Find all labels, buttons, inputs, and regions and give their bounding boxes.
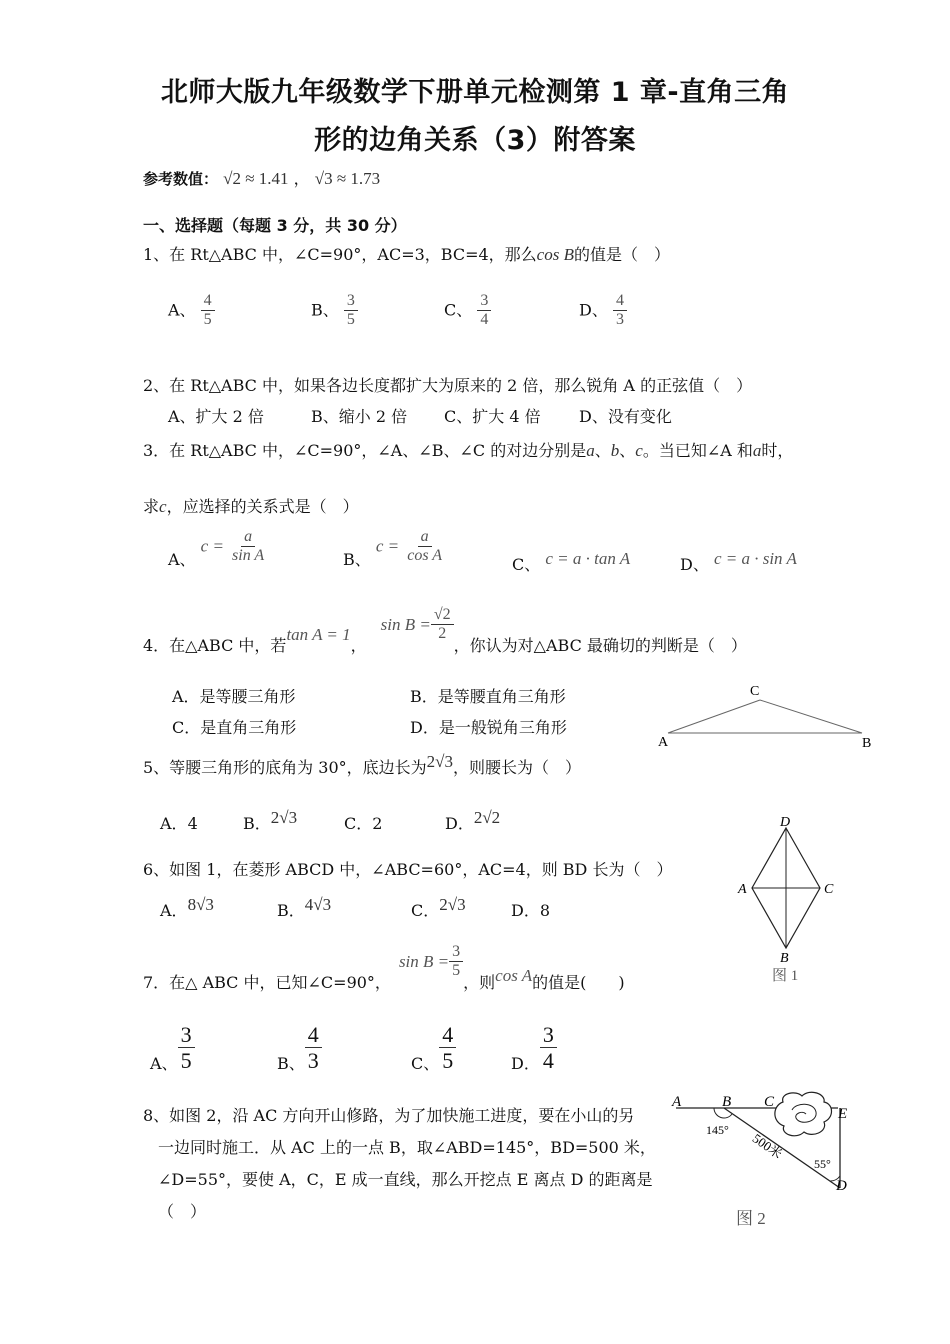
fraction — [613, 292, 627, 330]
q3-lhs: c = — [200, 536, 224, 556]
q6-option-c[interactable] — [411, 895, 466, 921]
q6-option-a[interactable] — [160, 895, 214, 921]
q1-stem-a: 1、在 Rt△ABC 中，∠C=90°，AC=3，BC=4，那么 — [143, 245, 537, 264]
fraction — [540, 1022, 557, 1074]
label-d: D — [836, 1178, 847, 1194]
fraction — [178, 1022, 195, 1074]
q1-stem-b: 的值是（ ） — [573, 245, 670, 264]
question-8-line3: ∠D=55°，要使 A，C，E 成一直线，那么开挖点 E 离点 D 的距离是 — [158, 1170, 653, 1189]
q4-option-d[interactable]: D．是一般锐角三角形 — [410, 718, 567, 737]
q3-sep: 、 — [619, 441, 636, 460]
q7-option-b[interactable] — [277, 1022, 322, 1074]
angle-d-label: 55° — [814, 1157, 831, 1171]
option-letter: B． — [243, 814, 271, 833]
q7-option-c[interactable] — [411, 1022, 456, 1074]
q2-option-a[interactable]: A、扩大 2 倍 — [168, 407, 264, 426]
denominator: 5 — [346, 311, 355, 329]
option-letter: C、 — [444, 300, 473, 320]
label-a: A — [738, 882, 747, 897]
option-letter: B． — [277, 901, 305, 920]
q7-option-d[interactable] — [511, 1022, 557, 1074]
option-value: 2√3 — [270, 808, 298, 827]
option-value: 8√3 — [187, 895, 214, 914]
q4-sin-lhs: sin B = — [380, 614, 431, 634]
label-b: B — [862, 736, 872, 751]
q5-option-a[interactable] — [160, 811, 198, 834]
denominator: 2 — [438, 625, 447, 643]
fraction — [431, 606, 454, 644]
label-a: A — [672, 1094, 682, 1110]
q2-option-d[interactable]: D、没有变化 — [579, 407, 672, 426]
numerator: √2 — [431, 606, 454, 625]
option-value: 8 — [539, 901, 551, 920]
denominator: 4 — [480, 311, 489, 329]
q7-stem-a: 7．在△ ABC 中，已知∠C=90°， — [143, 973, 391, 993]
numerator: 4 — [439, 1022, 456, 1048]
question-1-stem — [143, 242, 670, 265]
question-7-stem — [143, 943, 625, 993]
option-value: 4√3 — [304, 895, 332, 914]
fraction — [404, 528, 445, 566]
figure-caption: 图 2 — [736, 1209, 766, 1228]
q4-option-b[interactable]: B．是等腰直角三角形 — [410, 687, 566, 706]
label-a: A — [658, 735, 669, 750]
option-value: 2√2 — [473, 808, 501, 827]
denominator: 3 — [615, 311, 624, 329]
q3-sep: 、 — [594, 441, 611, 460]
reference-sqrt3: √3 ≈ 1.73 — [314, 169, 381, 188]
q4-option-a[interactable]: A．是等腰三角形 — [172, 687, 296, 706]
option-letter: B、 — [277, 1053, 305, 1073]
label-c: C — [764, 1094, 775, 1110]
reference-sqrt2: √2 ≈ 1.41 — [223, 169, 289, 188]
q2-option-c[interactable]: C、扩大 4 倍 — [444, 407, 541, 426]
label-b: B — [722, 1094, 732, 1110]
q3-stem-b: 。当已知∠A 和 — [642, 441, 753, 460]
option-letter: C． — [344, 814, 373, 833]
question-3-stem-line2 — [143, 494, 359, 517]
fraction — [439, 1022, 456, 1074]
section-heading: 一、选择题（每题 3 分，共 30 分） — [143, 216, 407, 235]
mountain-outline — [775, 1092, 832, 1136]
reference-label: 参考数值： — [143, 170, 219, 188]
q5-math: 2√3 — [426, 752, 453, 771]
q1-option-b[interactable] — [311, 292, 358, 330]
q2-option-b[interactable]: B、缩小 2 倍 — [311, 407, 408, 426]
q1-option-a[interactable] — [168, 292, 215, 330]
fraction — [305, 1022, 322, 1074]
option-letter: D、 — [680, 555, 709, 574]
q7-option-a[interactable] — [150, 1022, 195, 1074]
triangle-figure — [650, 678, 890, 754]
question-2-stem: 2、在 Rt△ABC 中，如果各边长度都扩大为原来的 2 倍，那么锐角 A 的正弦值（ ） — [143, 376, 753, 395]
label-b: B — [780, 951, 789, 966]
q4-option-c[interactable]: C．是直角三角形 — [172, 718, 297, 737]
q7-stem-b: ，则 — [463, 973, 496, 993]
q7-stem-c: 的值是( ) — [532, 973, 625, 993]
q6-option-b[interactable] — [277, 895, 332, 921]
option-letter: A、 — [168, 550, 196, 570]
question-8-line4: （ ） — [158, 1202, 207, 1221]
q3-stem-a: 3．在 Rt△ABC 中，∠C=90°，∠A、∠B、∠C 的对边分别是 — [143, 441, 587, 460]
denominator: 5 — [180, 1048, 192, 1074]
side-cb — [760, 700, 862, 733]
option-letter: A、 — [150, 1053, 178, 1073]
reference-values — [143, 166, 380, 189]
numerator: 4 — [613, 292, 627, 311]
fraction — [449, 943, 463, 981]
q3-expr: c = a · sin A — [713, 549, 797, 568]
q5-option-d[interactable] — [445, 808, 501, 834]
rhombus-figure — [730, 810, 850, 988]
fraction — [344, 292, 358, 330]
q3-var-b: b — [610, 441, 620, 460]
denominator: 5 — [203, 311, 212, 329]
fraction — [201, 292, 215, 330]
q3-var-c: c — [159, 497, 167, 516]
question-5-stem — [143, 752, 581, 778]
q3-line2-a: 求 — [143, 497, 160, 516]
option-letter: D． — [511, 901, 540, 920]
q3-var-a: a — [586, 441, 595, 460]
question-4-stem — [143, 606, 747, 656]
page-title-line2: 形的边角关系（3）附答案 — [314, 125, 636, 156]
label-c: C — [750, 684, 760, 699]
q3-stem-c: 时， — [761, 441, 794, 460]
q4-stem-a: 4．在△ABC 中，若 — [143, 636, 287, 656]
option-letter: C． — [411, 901, 440, 920]
denominator: sin A — [232, 547, 265, 565]
q1-math: cos B — [536, 245, 574, 264]
option-letter: C、 — [411, 1053, 440, 1073]
option-value: 4 — [187, 814, 198, 833]
reference-sep: ， — [293, 169, 310, 188]
question-6-stem: 6、如图 1，在菱形 ABCD 中，∠ABC=60°，AC=4，则 BD 长为（ ） — [143, 860, 673, 879]
q5-option-b[interactable] — [243, 808, 298, 834]
numerator: 4 — [305, 1022, 322, 1048]
q5-stem-b: ，则腰长为（ ） — [452, 758, 581, 777]
option-letter: C、 — [512, 555, 541, 574]
option-letter: A、 — [168, 300, 196, 320]
q1-option-c[interactable] — [444, 292, 491, 330]
option-letter: D、 — [579, 300, 608, 320]
denominator: 5 — [452, 962, 461, 980]
q3-option-b[interactable] — [343, 528, 445, 570]
q4-tan: tan A = 1 — [286, 624, 351, 644]
numerator: 3 — [540, 1022, 557, 1048]
numerator: a — [418, 528, 432, 547]
q5-option-c[interactable] — [344, 811, 382, 834]
numerator: 3 — [477, 292, 491, 311]
length-label: 500米 — [749, 1130, 786, 1162]
denominator: 5 — [442, 1048, 454, 1074]
option-letter: D． — [445, 814, 474, 833]
q7-sin-lhs: sin B = — [398, 951, 450, 971]
denominator: cos A — [407, 547, 443, 565]
q6-option-d[interactable] — [511, 898, 550, 921]
q3-option-d[interactable] — [680, 549, 797, 575]
figure-caption: 图 1 — [772, 968, 799, 984]
q3-expr: c = a · tan A — [545, 549, 631, 568]
q1-option-d[interactable] — [579, 292, 627, 330]
q3-option-c[interactable] — [512, 549, 631, 575]
denominator: 3 — [307, 1048, 319, 1074]
numerator: 3 — [344, 292, 358, 311]
fraction — [477, 292, 491, 330]
q3-lhs: c = — [375, 536, 400, 556]
q4-stem-b: ，你认为对△ABC 最确切的判断是（ ） — [453, 636, 747, 656]
angle-b-label: 145° — [706, 1123, 729, 1137]
option-letter: B、 — [343, 550, 371, 570]
q7-cos: cos A — [495, 965, 533, 985]
option-value: 2 — [372, 814, 383, 833]
option-letter: D． — [511, 1053, 540, 1073]
label-d: D — [780, 815, 791, 830]
option-value: 2√3 — [439, 895, 466, 914]
q3-var-c: c — [635, 441, 643, 460]
page-title-line1: 北师大版九年级数学下册单元检测第 1 章-直角三角 — [160, 77, 790, 108]
denominator: 4 — [542, 1048, 554, 1074]
option-letter: A． — [160, 901, 188, 920]
numerator: a — [241, 528, 255, 547]
side-ac — [668, 700, 760, 733]
question-3-stem — [143, 438, 793, 461]
numerator: 3 — [178, 1022, 195, 1048]
question-8-line1: 8、如图 2，沿 AC 方向开山修路，为了加快施工进度，要在小山的另 — [143, 1106, 635, 1125]
option-letter: A． — [160, 814, 188, 833]
numerator: 3 — [449, 943, 463, 962]
q5-stem-a: 5、等腰三角形的底角为 30°，底边长为 — [143, 758, 427, 777]
fraction — [229, 528, 267, 566]
label-e: E — [838, 1106, 848, 1122]
numerator: 4 — [201, 292, 215, 311]
option-letter: B、 — [311, 300, 339, 320]
q3-line2-b: ，应选择的关系式是（ ） — [166, 497, 359, 516]
question-8-line2: 一边同时施工．从 AC 上的一点 B，取∠ABD=145°，BD=500 米， — [158, 1138, 656, 1157]
road-figure — [668, 1088, 868, 1238]
label-c: C — [824, 882, 834, 897]
q4-sep: ， — [350, 636, 367, 656]
q3-var-a: a — [752, 441, 762, 460]
q3-option-a[interactable] — [168, 528, 267, 570]
